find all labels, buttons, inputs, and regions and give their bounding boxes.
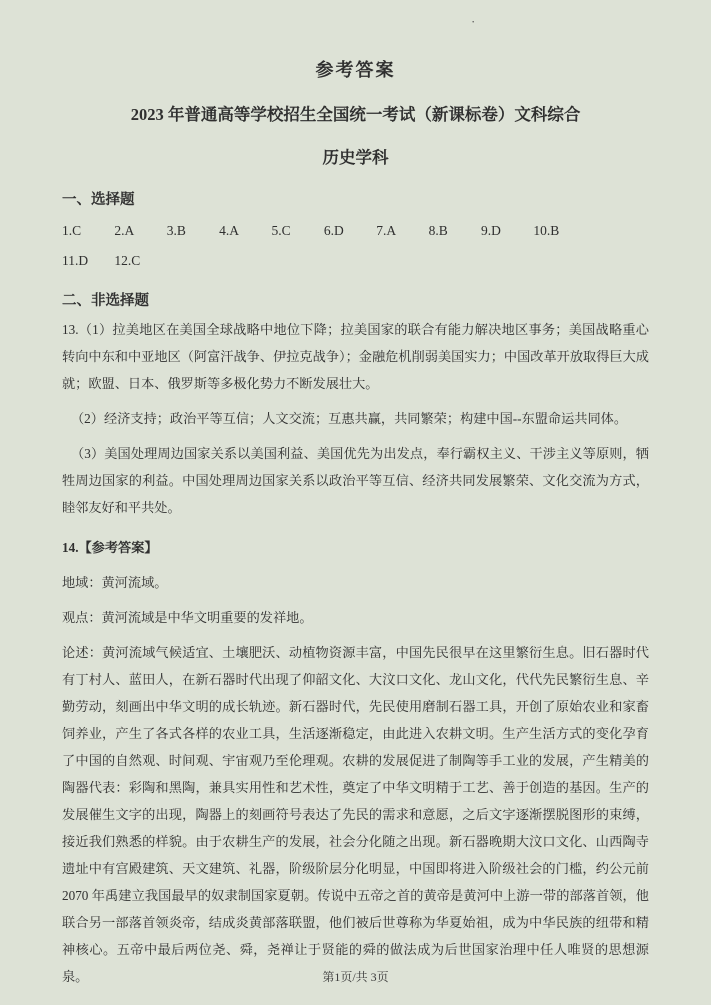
q14-discussion-paragraph: 论述：黄河流域气候适宜、土壤肥沃、动植物资源丰富，中国先民很早在这里繁衍生息。旧石器时代有丁村人、蓝田人，在新石器时代出现了仰韶文化、大汶口文化、龙山文化，代代先民繁衍生息、辛勤劳动，刻画出中华文明的成长轨迹。新石器时代，先民使用磨制石器工具，开创了原始农业和家畜饲养业，产生了各式各样的农业工具，生活逐渐稳定，由此进入农耕文明。生产生活方式的变化孕育了中国的自然观、时间观、宇宙观乃至伦理观。农耕的发展促进了制陶等手工业的发展，产生精美的陶器代表：彩陶和黑陶，兼具实用性和艺术性，奠定了中华文明精于工艺、善于创造的基因。生产的发展催生文字的出现，陶器上的刻画符号表达了先民的需求和意愿，之后文字逐渐摆脱图形的束缚，接近我们熟悉的样貌。由于农耕生产的发展，社会分化随之出现。新石器晚期大汶口文化、山西陶寺遗址中有宫殿建筑、天文建筑、礼器，阶级阶层分化明显，中国即将进入阶级社会的门槛，约公元前 2070 年禹建立我国最早的奴隶制国家夏朝。传说中五帝之首的黄帝是黄河中上游一带的部落首领，他联合另一部落首领炎帝，结成炎黄部落联盟，他们被后世尊称为华夏始祖，成为中华民族的纽带和精神核心。五帝中最后两位尧、舜，尧禅让于贤能的舜的做法成为后世国家治理中任人唯贤的思想源泉。 bbox=[62, 645, 649, 984]
answer-item-1: 1.C bbox=[62, 223, 82, 238]
essay-section-heading: 二、非选择题 bbox=[62, 293, 149, 309]
page-title: 参考答案 bbox=[315, 60, 396, 80]
answer-item-3: 3.B bbox=[166, 223, 186, 238]
answer-item-6: 6.D bbox=[323, 223, 344, 238]
subject-title: 历史学科 bbox=[322, 148, 389, 167]
answer-item-12: 12.C bbox=[114, 253, 141, 268]
choice-answers-row-1 bbox=[62, 223, 649, 239]
q14-region-line: 地域：黄河流域。 bbox=[62, 575, 168, 590]
choice-section-heading: 一、选择题 bbox=[62, 192, 135, 208]
answer-item-10: 10.B bbox=[533, 223, 560, 238]
answer-item-11: 11.D bbox=[62, 253, 89, 268]
q13-answer-part3: （3）美国处理周边国家关系以美国利益、美国优先为出发点，奉行霸权主义、干涉主义等原则，牺牲周边国家的利益。中国处理周边国家关系以政治平等互信、经济共同发展繁荣、文化交流为方式，睦邻友好和平共处。 bbox=[62, 446, 649, 515]
top-dot-mark: · bbox=[471, 14, 476, 29]
answer-item-5: 5.C bbox=[271, 223, 291, 238]
q14-viewpoint-line: 观点：黄河流域是中华文明重要的发祥地。 bbox=[62, 610, 313, 625]
q13-answer-part1: 13.（1）拉美地区在美国全球战略中地位下降；拉美国家的联合有能力解决地区事务；美国战略重心转向中东和中亚地区（阿富汗战争、伊拉克战争）；金融危机削弱美国实力；中国改革开放取得巨大成就；欧盟、日本、俄罗斯等多极化势力不断发展壮大。 bbox=[62, 322, 649, 391]
exam-title: 2023 年普通高等学校招生全国统一考试（新课标卷）文科综合 bbox=[130, 105, 581, 124]
answer-item-4: 4.A bbox=[219, 223, 239, 238]
q13-answer-part2: （2）经济支持；政治平等互信；人文交流；互惠共赢，共同繁荣；构建中国--东盟命运共同体。 bbox=[71, 411, 628, 426]
answer-item-8: 8.B bbox=[428, 223, 448, 238]
choice-answers-row-2 bbox=[62, 253, 649, 269]
answer-item-7: 7.A bbox=[376, 223, 397, 238]
answer-item-9: 9.D bbox=[481, 223, 501, 238]
page-number: 第1页/共 3页 bbox=[322, 970, 389, 984]
answer-item-2: 2.A bbox=[114, 223, 135, 238]
q14-answer-heading: 14.【参考答案】 bbox=[62, 540, 158, 555]
